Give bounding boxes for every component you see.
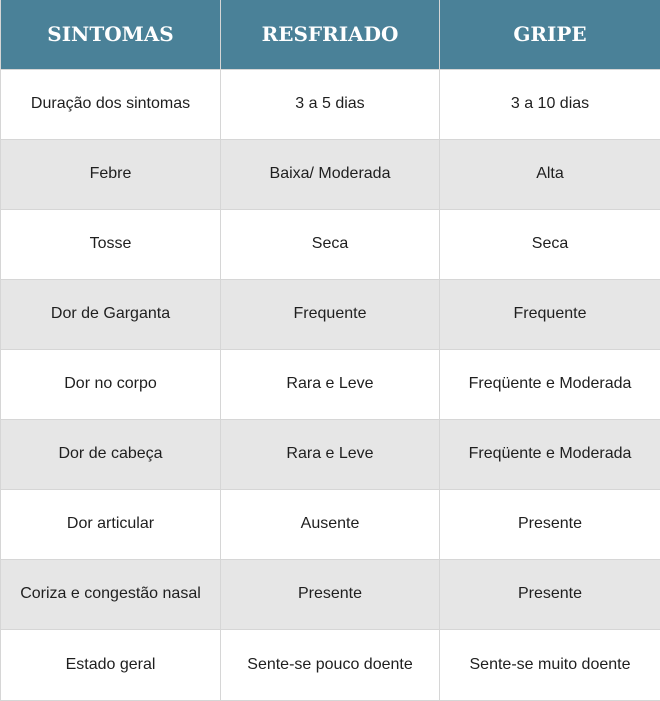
table-row <box>1 629 660 700</box>
resfriado-cell: Rara e Leve <box>221 419 440 489</box>
resfriado-cell: Baixa/ Moderada <box>221 139 440 209</box>
symptom-cell: Dor no corpo <box>1 349 221 419</box>
symptom-cell: Duração dos sintomas <box>1 69 221 139</box>
symptom-cell: Dor articular <box>1 489 221 559</box>
gripe-cell: Frequente <box>440 279 660 349</box>
table-row <box>1 139 660 209</box>
resfriado-cell: Seca <box>221 209 440 279</box>
symptom-cell: Coriza e congestão nasal <box>1 559 221 629</box>
symptom-cell: Febre <box>1 139 221 209</box>
gripe-cell: Alta <box>440 139 660 209</box>
table-row <box>1 69 660 139</box>
resfriado-cell: Sente-se pouco doente <box>221 629 440 700</box>
resfriado-cell: Rara e Leve <box>221 349 440 419</box>
resfriado-cell: Ausente <box>221 489 440 559</box>
gripe-cell: Freqüente e Moderada <box>440 419 660 489</box>
gripe-cell: Seca <box>440 209 660 279</box>
gripe-cell: Presente <box>440 559 660 629</box>
gripe-cell: Sente-se muito doente <box>440 629 660 700</box>
symptom-cell: Dor de Garganta <box>1 279 221 349</box>
gripe-cell: Presente <box>440 489 660 559</box>
symptom-cell: Estado geral <box>1 629 221 700</box>
table-row <box>1 559 660 629</box>
table-row <box>1 489 660 559</box>
table-row <box>1 419 660 489</box>
table-body <box>1 69 660 700</box>
gripe-cell: Freqüente e Moderada <box>440 349 660 419</box>
header-sintomas: SINTOMAS <box>1 0 221 69</box>
resfriado-cell: Presente <box>221 559 440 629</box>
symptom-cell: Dor de cabeça <box>1 419 221 489</box>
table-row <box>1 349 660 419</box>
header-row <box>1 0 660 69</box>
header-gripe: GRIPE <box>440 0 660 69</box>
resfriado-cell: Frequente <box>221 279 440 349</box>
header-resfriado: RESFRIADO <box>221 0 440 69</box>
table-header <box>1 0 660 69</box>
symptom-cell: Tosse <box>1 209 221 279</box>
table-row <box>1 279 660 349</box>
gripe-cell: 3 a 10 dias <box>440 69 660 139</box>
resfriado-cell: 3 a 5 dias <box>221 69 440 139</box>
table-row <box>1 209 660 279</box>
